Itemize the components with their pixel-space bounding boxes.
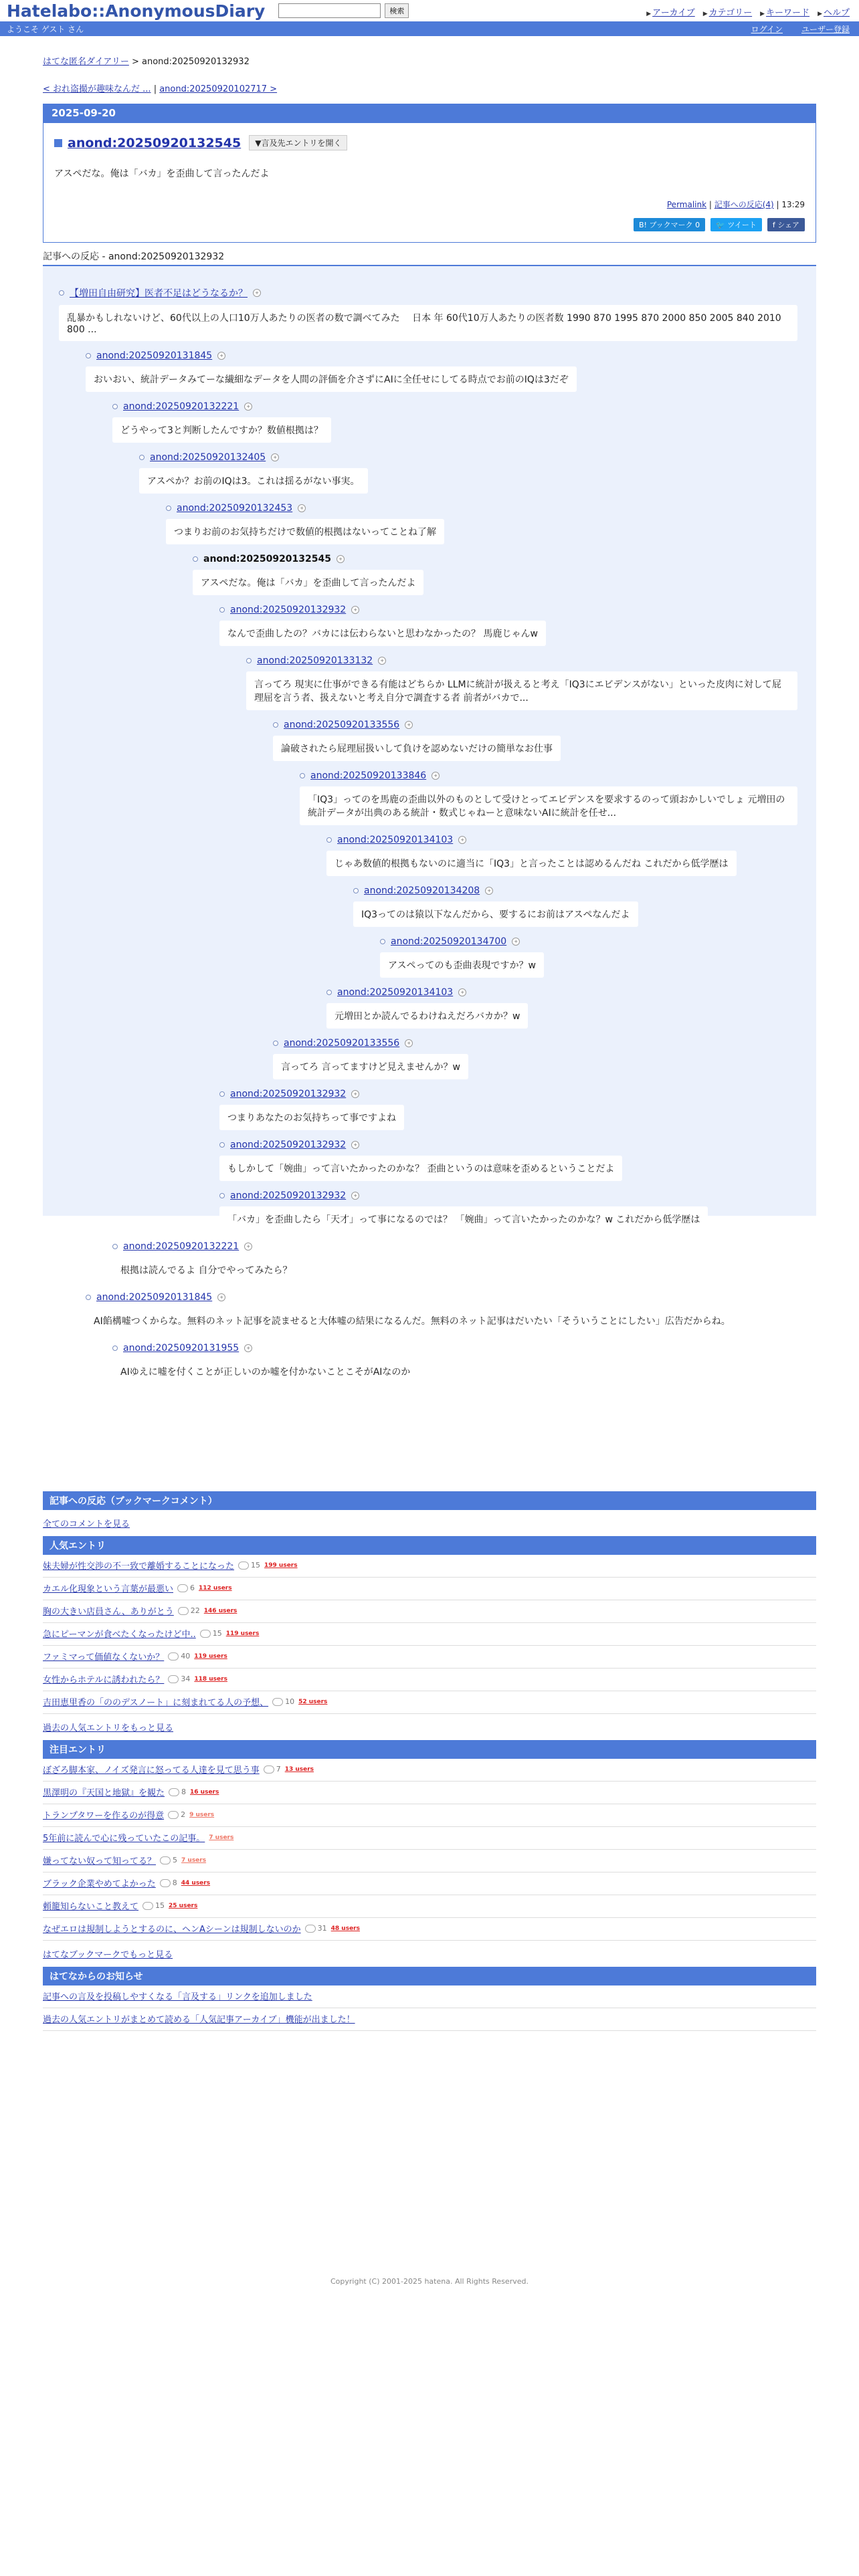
comment-count-value: 15 — [155, 1901, 165, 1910]
reaction-title-link[interactable]: anond:20250920134103 — [337, 987, 454, 998]
reaction-node — [273, 1038, 816, 1079]
reaction-node — [273, 720, 816, 761]
comment-bubble-icon — [142, 1902, 153, 1910]
reaction-title-link[interactable]: anond:20250920133556 — [284, 1038, 400, 1049]
entry-meta — [43, 180, 816, 210]
reaction-text: アスペだな。俺は「バカ」を歪曲して言ったんだよ — [193, 570, 423, 595]
entry-header — [43, 123, 816, 150]
reaction-title-link[interactable]: anond:20250920131845 — [96, 1292, 213, 1303]
reaction-title-link[interactable]: anond:20250920133132 — [257, 655, 373, 666]
reaction-node — [86, 1292, 816, 1333]
reaction-text: なんで歪曲したの？バカには伝わらないと思わなかったの？ 馬鹿じゃんw — [219, 621, 546, 646]
entry-list-item — [43, 1850, 816, 1872]
comment-count-value: 10 — [285, 1697, 295, 1706]
comment-bubble-icon — [169, 1788, 179, 1796]
hatena-bookmark-more-link[interactable]: はてなブックマークでもっと見る — [43, 1950, 173, 1960]
expand-icon[interactable]: + — [405, 1039, 413, 1047]
entry-list-item — [43, 1578, 816, 1600]
reaction-header — [166, 503, 816, 514]
reactions-link[interactable]: 記事への反応(4) — [714, 200, 774, 209]
bullet-icon — [273, 1041, 278, 1046]
reaction-text: つまりお前のお気持ちだけで数値的根拠はないってことね了解 — [166, 519, 444, 544]
footer-copyright: Copyright (C) 2001-2025 hatena. All Rights Reserved. — [330, 2277, 529, 2286]
bullet-icon — [326, 837, 332, 843]
entry-list-link[interactable]: 頼籠知らないこと教えて — [43, 1902, 139, 1912]
reaction-title-link[interactable]: anond:20250920133846 — [310, 770, 427, 781]
entry-time: | 13:29 — [773, 200, 805, 209]
entry-list-item — [43, 1669, 816, 1691]
reaction-text: 根拠は読んでるよ 自分でやってみたら？ — [112, 1257, 300, 1283]
notice-item — [43, 2008, 816, 2031]
comment-count — [177, 1584, 195, 1592]
comment-count — [272, 1697, 294, 1706]
reaction-title-link[interactable]: anond:20250920132932 — [230, 1089, 347, 1099]
reaction-text: じゃあ数値的根拠もないのに適当に「IQ3」と言ったことは認めるんだね これだから低学歴は — [326, 851, 737, 876]
entry-list-item — [43, 1555, 816, 1578]
triangle-icon: ▶ — [818, 11, 822, 17]
users-badge[interactable]: 119 users — [194, 1652, 227, 1660]
reaction-header — [219, 1140, 816, 1150]
entry-list-link[interactable]: ぼざろ脚本家、ノイズ発言に怒ってる人達を見て思う事 — [43, 1765, 260, 1776]
meta-sep: | — [706, 200, 714, 209]
expand-icon[interactable]: + — [244, 1344, 252, 1352]
reaction-header — [273, 1038, 816, 1049]
popular-list — [43, 1555, 816, 1714]
breadcrumb — [43, 54, 816, 67]
reaction-text: AIゆえに嘘を付くことが正しいのか嘘を付かないことこそがAIなのか — [112, 1359, 418, 1384]
notice-link[interactable]: 過去の人気エントリがまとめて読める「人気記事アーカイブ」機能が出ました！ — [43, 2015, 355, 2025]
reaction-text: 言ってろ 現実に仕事ができる有能はどちらか LLMに統計が扱えると考え「IQ3にエビデンスがない」といった皮肉に対して屁理屈を言う者、扱えないと考え自分で調査する者 前者がバカで... — [246, 671, 797, 710]
archive-link[interactable]: アーカイブ — [652, 8, 695, 18]
category-link[interactable]: カテゴリー — [708, 8, 753, 18]
reaction-header — [219, 1089, 816, 1099]
entry-list-item — [43, 1895, 816, 1918]
expand-icon[interactable]: + — [405, 721, 413, 729]
entry-list-link[interactable]: 吉田恵里香の「ののデスノート」に刻まれてる人の予想、 — [43, 1698, 269, 1708]
entry-list-item — [43, 1623, 816, 1646]
reaction-text: つまりあなたのお気持ちって事ですよね — [219, 1105, 404, 1130]
expand-icon[interactable]: + — [244, 403, 252, 411]
comment-count-value: 34 — [181, 1675, 191, 1683]
reaction-node — [219, 1190, 816, 1232]
entry-list-item — [43, 1782, 816, 1804]
expand-icon[interactable]: + — [432, 772, 440, 780]
lower-sections — [43, 1491, 816, 2031]
reaction-node — [219, 1140, 816, 1181]
users-badge[interactable]: 118 users — [194, 1675, 227, 1683]
expand-icon[interactable]: + — [253, 289, 261, 297]
comment-count-value: 15 — [212, 1629, 222, 1638]
comment-count — [168, 1810, 185, 1819]
reaction-text: 言ってろ 言ってますけど見えませんか？w — [273, 1054, 468, 1079]
entry-box — [43, 104, 816, 243]
popular-header: 人気エントリ — [43, 1536, 816, 1555]
reaction-text: アスペってのも歪曲表現ですか？w — [380, 952, 544, 978]
expand-icon[interactable]: + — [351, 1141, 359, 1149]
comment-count-value: 6 — [190, 1584, 195, 1592]
notable-list — [43, 1759, 816, 1941]
reaction-node — [112, 1343, 816, 1384]
main-content — [43, 36, 816, 1378]
login-link[interactable]: ログイン — [751, 24, 783, 34]
entry-list-item — [43, 1759, 816, 1782]
tweet-button[interactable] — [710, 218, 762, 231]
reaction-title-link[interactable]: 【増田自由研究】医者不足はどうなるか？ — [70, 288, 248, 299]
reaction-header — [59, 286, 816, 300]
expand-icon[interactable]: + — [378, 657, 386, 665]
comment-count-value: 2 — [181, 1810, 186, 1819]
reaction-node — [112, 1241, 816, 1283]
bullet-icon — [219, 1091, 225, 1097]
welcome-text: ようこそ ゲスト さん — [7, 24, 84, 34]
bullet-icon — [273, 722, 278, 728]
entry-date: 2025-09-20 — [43, 104, 816, 123]
entry-list-link[interactable]: 胸の大きい店員さん、ありがとう — [43, 1607, 174, 1617]
comment-bubble-icon — [200, 1630, 211, 1638]
comment-count-value: 7 — [276, 1765, 281, 1774]
notice-item — [43, 1985, 816, 2008]
reaction-title-link[interactable]: anond:20250920132221 — [123, 1241, 240, 1252]
reaction-header — [86, 1292, 816, 1303]
breadcrumb-current: anond:20250920132932 — [142, 57, 250, 67]
comment-bubble-icon — [305, 1925, 316, 1933]
bullet-icon — [326, 990, 332, 995]
reaction-text: 「バカ」を歪曲したら「天才」って事になるのでは？ 「婉曲」って言いたかったのかな？w これだから低学歴は — [219, 1206, 708, 1232]
expand-icon[interactable]: + — [271, 453, 279, 461]
facebook-icon: f — [772, 221, 778, 229]
expand-icon[interactable]: + — [512, 938, 520, 946]
entry-list-link[interactable]: 嫌ってない奴って知ってる？ — [43, 1856, 157, 1866]
reaction-text: もしかして「婉曲」って言いたかったのかな？ 歪曲というのは意味を歪めるということだよ — [219, 1156, 622, 1181]
entry-list-link[interactable]: カエル化現象という言葉が最悪い — [43, 1584, 174, 1594]
users-badge[interactable]: 25 users — [169, 1902, 198, 1909]
reaction-node — [326, 835, 816, 876]
users-badge[interactable]: 112 users — [199, 1584, 232, 1592]
entry-list-item — [43, 1600, 816, 1623]
reaction-node — [246, 655, 816, 710]
bullet-icon — [112, 404, 118, 409]
comment-bubble-icon — [168, 1675, 179, 1683]
entry-list-link[interactable]: ファミマって価値なくないか？ — [43, 1652, 165, 1662]
comment-bubble-icon — [177, 1584, 188, 1592]
reaction-header — [193, 554, 816, 564]
comment-count — [160, 1856, 177, 1864]
bullet-icon — [246, 658, 252, 663]
reactions-title: 記事への反応 - anond:20250920132932 — [43, 249, 816, 266]
reaction-header — [380, 936, 816, 947]
users-badge[interactable]: 13 users — [284, 1765, 314, 1773]
reaction-title-link[interactable]: anond:20250920132405 — [150, 452, 266, 463]
triangle-icon: ▶ — [760, 11, 765, 17]
entry-list-link[interactable]: 黒澤明の『天国と地獄』を観た — [43, 1788, 165, 1798]
expand-icon[interactable]: + — [351, 1192, 359, 1200]
bullet-icon — [193, 556, 198, 562]
comment-count-value: 15 — [251, 1561, 261, 1570]
reaction-node — [139, 452, 816, 494]
reaction-header — [112, 1343, 816, 1354]
entry-title[interactable]: anond:20250920132545 — [68, 135, 242, 150]
reaction-node — [326, 987, 816, 1029]
expand-icon[interactable]: + — [298, 504, 306, 512]
expand-icon[interactable]: + — [351, 1090, 359, 1098]
comment-bubble-icon — [160, 1856, 171, 1864]
users-badge[interactable]: 199 users — [264, 1562, 298, 1569]
reaction-text: IQ3ってのは猿以下なんだから、要するにお前はアスペなんだよ — [353, 901, 638, 927]
bullet-icon — [59, 290, 64, 296]
reaction-header — [219, 1190, 816, 1201]
users-badge[interactable]: 9 users — [189, 1811, 215, 1818]
bullet-icon — [219, 1142, 225, 1148]
entry-list-link[interactable]: ブラック企業やめてよかった — [43, 1879, 156, 1889]
facebook-share-button[interactable] — [767, 218, 805, 231]
entry-list-item — [43, 1918, 816, 1941]
entry-list-link[interactable]: 女性からホテルに誘われたら？ — [43, 1675, 165, 1685]
breadcrumb-root[interactable]: はてな匿名ダイアリー — [43, 57, 129, 67]
entry-list-item — [43, 1872, 816, 1895]
reaction-header — [219, 605, 816, 615]
comment-bubble-icon — [168, 1652, 179, 1660]
square-icon — [54, 139, 62, 147]
entry-list-link[interactable]: 5年前に読んで心に残っていたこの記事。 — [43, 1834, 205, 1844]
reaction-node — [112, 401, 816, 443]
reaction-title-link[interactable]: anond:20250920134103 — [337, 835, 454, 845]
reaction-title-link[interactable]: anond:20250920133556 — [284, 720, 400, 730]
bullet-icon — [86, 1295, 91, 1300]
site-logo[interactable]: Hatelabo::AnonymousDiary — [7, 1, 266, 21]
reaction-text: 「IQ3」ってのを馬鹿の歪曲以外のものとして受けとってエビデンスを要求するのって頭おかしいでしょ 元増田の統計データが出典のある統計・数式じゃねーと意味ないAIに統計を任せ... — [300, 786, 797, 825]
pager-sep: | — [151, 84, 160, 94]
reaction-text: 元増田とか読んでるわけねえだろバカか？w — [326, 1003, 528, 1029]
reaction-node — [219, 605, 816, 646]
reaction-title-link[interactable]: anond:20250920132932 — [230, 605, 347, 615]
comment-bubble-icon — [272, 1698, 283, 1706]
comment-count-value: 8 — [181, 1788, 187, 1796]
entry-body: アスペだな。俺は「バカ」を歪曲して言ったんだよ — [54, 169, 270, 179]
reaction-title-link[interactable]: anond:20250920132932 — [230, 1190, 347, 1201]
reaction-node — [193, 554, 816, 595]
share-buttons — [43, 210, 816, 242]
reaction-header — [112, 1241, 816, 1252]
entry-list-item — [43, 1804, 816, 1827]
comment-bubble-icon — [160, 1879, 171, 1887]
prev-entry-link[interactable]: < おれ盗撮が趣味なんだ ... — [43, 84, 151, 94]
reaction-node — [380, 936, 816, 978]
comment-count — [169, 1788, 186, 1796]
bullet-icon — [112, 1346, 118, 1351]
reaction-header — [326, 987, 816, 998]
tweet-label: ツイート — [727, 221, 757, 229]
bullet-icon — [380, 939, 385, 944]
reaction-header — [112, 401, 816, 412]
comment-count — [142, 1901, 165, 1910]
users-badge[interactable]: 44 users — [181, 1879, 211, 1887]
pager — [43, 82, 816, 94]
permalink[interactable]: Permalink — [666, 200, 707, 209]
users-badge[interactable]: 16 users — [190, 1788, 219, 1796]
entry-list-item — [43, 1827, 816, 1850]
reaction-text: どうやって3と判断したんですか？数値根拠は？ — [112, 417, 331, 443]
reaction-tree — [43, 266, 816, 1378]
twitter-icon: 🐦 — [716, 221, 728, 229]
register-link[interactable]: ユーザー登録 — [801, 24, 850, 34]
comment-count — [168, 1652, 190, 1660]
expand-icon[interactable]: + — [458, 836, 466, 844]
triangle-icon: ▶ — [702, 11, 708, 17]
reaction-header — [300, 770, 816, 781]
reaction-header — [273, 720, 816, 730]
reaction-header — [86, 350, 816, 361]
reaction-title-link[interactable]: anond:20250920132932 — [230, 1140, 347, 1150]
reaction-node — [353, 885, 816, 927]
comment-bubble-icon — [168, 1811, 179, 1819]
current-entry-title: anond:20250920132545 — [203, 554, 331, 564]
entry-list-link[interactable]: 急にピーマンが食べたくなったけど中.. — [43, 1630, 196, 1640]
users-badge[interactable]: 7 users — [209, 1834, 234, 1841]
expand-icon[interactable]: + — [458, 988, 466, 996]
search-input[interactable] — [278, 3, 381, 18]
users-badge[interactable]: 7 users — [181, 1856, 207, 1864]
reaction-text: AI餡構嘘つくからな。無料のネット記事を読ませると大体嘘の結果になるんだ。無料のネット記事はだいたい「そういうことにしたい」広告だからね。 — [86, 1308, 739, 1333]
reaction-node — [300, 770, 816, 825]
expand-icon[interactable]: + — [244, 1243, 252, 1251]
help-link[interactable]: ヘルプ — [823, 8, 850, 18]
entry-list-link[interactable]: トランプタワーを作るのが得意 — [43, 1811, 165, 1821]
reaction-node — [59, 286, 816, 341]
reaction-title-link[interactable]: anond:20250920131845 — [96, 350, 213, 361]
next-entry-link[interactable]: anond:20250920102717 > — [159, 84, 278, 94]
bullet-icon — [300, 773, 305, 778]
bullet-icon — [219, 607, 225, 613]
reaction-header — [246, 655, 816, 666]
comment-count — [178, 1606, 200, 1615]
all-comments-link[interactable]: 全てのコメントを見る — [43, 1519, 130, 1529]
comment-count — [200, 1629, 222, 1638]
entry-list-item — [43, 1691, 816, 1714]
comment-count-value: 22 — [190, 1606, 200, 1615]
comment-count — [168, 1675, 190, 1683]
top-bar — [0, 0, 859, 21]
comment-count — [238, 1561, 260, 1570]
reaction-header — [353, 885, 816, 896]
comment-count-value: 40 — [181, 1652, 191, 1660]
triangle-icon: ▶ — [646, 11, 652, 17]
reaction-text: 論破されたら屁理屈扱いして負けを認めないだけの簡単なお仕事 — [273, 736, 561, 761]
facebook-label: シェア — [777, 221, 799, 229]
notice-header: はてなからのお知らせ — [43, 1967, 816, 1985]
reaction-title-link[interactable]: anond:20250920132453 — [177, 503, 293, 514]
bullet-icon — [112, 1244, 118, 1249]
reaction-node — [219, 1089, 816, 1130]
expand-icon[interactable]: + — [485, 887, 493, 895]
user-bar — [0, 21, 859, 36]
comment-count-value: 8 — [172, 1879, 177, 1887]
bullet-icon — [139, 455, 145, 460]
entry-list-item — [43, 1646, 816, 1669]
breadcrumb-sep: > — [128, 57, 142, 67]
bullet-icon — [219, 1193, 225, 1198]
top-links — [646, 5, 850, 18]
comment-count-value: 31 — [317, 1924, 327, 1933]
notable-header: 注目エントリ — [43, 1740, 816, 1759]
reaction-title-link[interactable]: anond:20250920134700 — [391, 936, 507, 947]
entry-list-link[interactable]: 妹夫婦が性交渉の不一致で離婚することになった — [43, 1562, 235, 1572]
users-badge[interactable]: 119 users — [225, 1630, 260, 1637]
bullet-icon — [86, 353, 91, 358]
reaction-title-link[interactable]: anond:20250920134208 — [364, 885, 480, 896]
bullet-icon — [166, 506, 171, 511]
reaction-node — [166, 503, 816, 544]
comment-bubble-icon — [178, 1607, 189, 1615]
reaction-title-link[interactable]: anond:20250920131955 — [123, 1343, 240, 1354]
comment-bubble-icon — [264, 1765, 274, 1774]
notice-link[interactable]: 記事への言及を投稿しやすくなる「言及する」リンクを追加しました — [43, 1992, 312, 2002]
reaction-header — [326, 835, 816, 845]
reaction-node — [86, 350, 816, 392]
entry-list-link[interactable]: なぜエロは規制しようとするのに、ヘンAシーンは規制しないのか — [43, 1925, 301, 1935]
keyword-link[interactable]: キーワード — [766, 8, 810, 18]
bookmark-comments-header: 記事への反応（ブックマークコメント） — [43, 1491, 816, 1510]
open-referenced-entry-button[interactable]: ▼言及先エントリを開く — [249, 135, 347, 150]
users-badge[interactable]: 48 users — [330, 1925, 360, 1932]
reaction-text: アスペか？お前のIQは3。これは揺るがない事実。 — [139, 468, 368, 494]
comment-bubble-icon — [238, 1562, 249, 1570]
popular-more-link[interactable]: 過去の人気エントリをもっと見る — [43, 1723, 174, 1733]
reaction-header — [139, 452, 816, 463]
expand-icon[interactable]: + — [337, 555, 345, 563]
users-badge[interactable]: 52 users — [298, 1698, 328, 1705]
expand-icon[interactable]: + — [217, 1293, 225, 1301]
reaction-title-link[interactable]: anond:20250920132221 — [123, 401, 240, 412]
hatena-bookmark-button[interactable]: B! ブックマーク 0 — [634, 218, 705, 231]
expand-icon[interactable]: + — [351, 606, 359, 614]
comment-count — [160, 1879, 177, 1887]
comment-count-value: 5 — [173, 1856, 178, 1864]
bullet-icon — [353, 888, 359, 893]
reaction-text: おいおい、統計データみてーな繊細なデータを人間の評価を介さずにAIに全任せにしてる時点でお前のIQは3だぞ — [86, 366, 577, 392]
search-button[interactable]: 検索 — [385, 3, 409, 18]
reaction-text: 乱暴かもしれないけど、60代以上の人口10万人あたりの医者の数で調べてみた 日本 年 60代10万人あたりの医者数 1990 870 1995 870 2000 850 2005 840 2010 800 ... — [59, 305, 797, 341]
users-badge[interactable]: 146 users — [203, 1607, 237, 1614]
expand-icon[interactable]: + — [217, 352, 225, 360]
comment-count — [305, 1924, 327, 1933]
comment-count — [264, 1765, 281, 1774]
